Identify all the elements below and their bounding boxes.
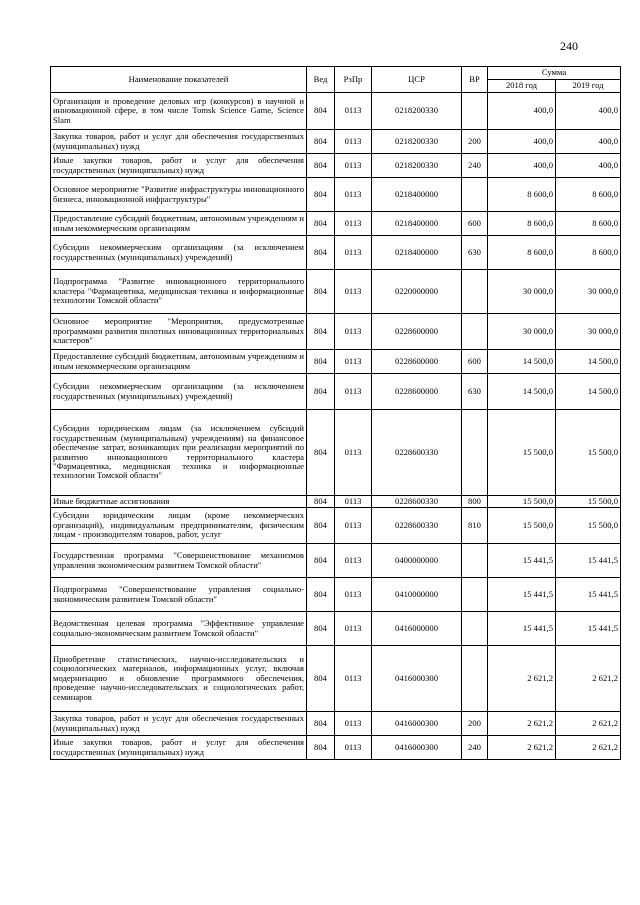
row-csr: 0218400000 [372,236,462,270]
row-name: Организация и проведение деловых игр (конкурсов) в научной и инновационной сфере, в том числе Tomsk Science Game, Science Slam [51,93,307,130]
row-vr: 200 [462,712,488,736]
header-sum: Сумма [488,67,621,80]
row-rzpr: 0113 [335,496,372,508]
header-year-2018: 2018 год [488,80,556,93]
row-ved: 804 [307,496,335,508]
row-rzpr: 0113 [335,508,372,544]
row-sum-2018: 400,0 [488,93,556,130]
table-row [51,178,621,212]
row-sum-2018: 15 500,0 [488,410,556,496]
row-rzpr: 0113 [335,314,372,350]
row-sum-2018: 2 621,2 [488,712,556,736]
row-csr: 0416000300 [372,712,462,736]
row-sum-2019: 14 500,0 [556,374,621,410]
row-vr [462,410,488,496]
row-rzpr: 0113 [335,178,372,212]
row-sum-2019: 15 441,5 [556,578,621,612]
row-rzpr: 0113 [335,646,372,712]
budget-table [50,66,621,760]
row-rzpr: 0113 [335,410,372,496]
row-csr: 0218200330 [372,154,462,178]
row-sum-2019: 15 500,0 [556,496,621,508]
row-sum-2019: 15 441,5 [556,612,621,646]
row-sum-2019: 8 600,0 [556,178,621,212]
row-sum-2018: 400,0 [488,154,556,178]
row-name: Субсидии некоммерческим организациям (за исключением государственных (муниципальных) учреждений) [51,374,307,410]
row-ved: 804 [307,410,335,496]
table-row [51,496,621,508]
row-rzpr: 0113 [335,712,372,736]
row-csr: 0218200330 [372,93,462,130]
table-row [51,374,621,410]
row-sum-2019: 8 600,0 [556,236,621,270]
row-sum-2018: 2 621,2 [488,736,556,760]
table-row [51,236,621,270]
row-sum-2018: 15 441,5 [488,578,556,612]
row-ved: 804 [307,130,335,154]
row-sum-2018: 15 441,5 [488,544,556,578]
row-ved: 804 [307,212,335,236]
row-name: Подпрограмма "Совершенствование управления социально-экономическим развитием Томской области" [51,578,307,612]
row-vr: 630 [462,236,488,270]
row-sum-2019: 30 000,0 [556,314,621,350]
row-name: Предоставление субсидий бюджетным, автономным учреждениям и иным некоммерческим организациям [51,212,307,236]
row-sum-2018: 8 600,0 [488,212,556,236]
row-rzpr: 0113 [335,350,372,374]
row-vr: 240 [462,736,488,760]
row-rzpr: 0113 [335,270,372,314]
row-vr [462,314,488,350]
row-vr: 630 [462,374,488,410]
page-number: 240 [560,39,578,53]
row-ved: 804 [307,578,335,612]
table-row [51,612,621,646]
table-row [51,508,621,544]
row-csr: 0218400000 [372,212,462,236]
row-csr: 0228600000 [372,350,462,374]
table-row [51,544,621,578]
row-sum-2018: 2 621,2 [488,646,556,712]
row-csr: 0416000000 [372,612,462,646]
row-sum-2018: 15 500,0 [488,508,556,544]
row-csr: 0218400000 [372,178,462,212]
row-name: Закупка товаров, работ и услуг для обеспечения государственных (муниципальных) нужд [51,712,307,736]
row-vr: 200 [462,130,488,154]
row-sum-2018: 14 500,0 [488,350,556,374]
row-sum-2019: 2 621,2 [556,646,621,712]
row-ved: 804 [307,154,335,178]
row-vr [462,646,488,712]
row-sum-2019: 2 621,2 [556,712,621,736]
row-vr [462,93,488,130]
row-rzpr: 0113 [335,93,372,130]
row-sum-2018: 8 600,0 [488,178,556,212]
row-csr: 0228600330 [372,508,462,544]
header-ved: Вед [307,67,335,93]
table-row [51,410,621,496]
table-body [51,93,621,760]
table-row [51,212,621,236]
table-row [51,130,621,154]
row-ved: 804 [307,236,335,270]
header-name: Наименование показателей [51,67,307,93]
row-ved: 804 [307,736,335,760]
row-ved: 804 [307,646,335,712]
row-rzpr: 0113 [335,544,372,578]
row-vr [462,178,488,212]
row-sum-2019: 30 000,0 [556,270,621,314]
row-sum-2018: 30 000,0 [488,314,556,350]
row-ved: 804 [307,508,335,544]
row-csr: 0228600000 [372,314,462,350]
row-vr [462,270,488,314]
row-sum-2019: 15 500,0 [556,508,621,544]
row-rzpr: 0113 [335,236,372,270]
row-name: Субсидии юридическим лицам (за исключением субсидий государственным (муниципальным) учреждениям) на финансовое обеспечение затрат, возникающих при реализации мероприятий по развитию инновационного территориального кластера "Фармацевтика, медицинская техника и информационные технологии Томской области" [51,410,307,496]
row-name: Ведомственная целевая программа "Эффективное управление социально-экономическим развитием Томской области" [51,612,307,646]
row-sum-2018: 15 441,5 [488,612,556,646]
row-ved: 804 [307,350,335,374]
row-rzpr: 0113 [335,130,372,154]
row-rzpr: 0113 [335,578,372,612]
row-csr: 0218200330 [372,130,462,154]
row-sum-2019: 14 500,0 [556,350,621,374]
row-ved: 804 [307,712,335,736]
row-name: Приобретение статистических, научно-исследовательских и социологических материалов, информационных услуг, включая модернизацию и обновление программного обеспечения, проведение научно-исследовательских и социологических работ, семинаров [51,646,307,712]
row-name: Иные бюджетные ассигнования [51,496,307,508]
table-row [51,350,621,374]
row-vr [462,612,488,646]
table-row [51,736,621,760]
row-sum-2019: 400,0 [556,154,621,178]
row-vr [462,544,488,578]
row-csr: 0400000000 [372,544,462,578]
row-name: Закупка товаров, работ и услуг для обеспечения государственных (муниципальных) нужд [51,130,307,154]
row-vr: 810 [462,508,488,544]
row-csr: 0220000000 [372,270,462,314]
row-rzpr: 0113 [335,612,372,646]
row-ved: 804 [307,374,335,410]
row-sum-2019: 15 441,5 [556,544,621,578]
header-rzpr: РзПр [335,67,372,93]
row-sum-2018: 30 000,0 [488,270,556,314]
row-vr: 800 [462,496,488,508]
table-row [51,270,621,314]
row-vr: 600 [462,350,488,374]
row-ved: 804 [307,314,335,350]
row-vr: 240 [462,154,488,178]
header-year-2019: 2019 год [556,80,621,93]
row-csr: 0416000300 [372,736,462,760]
row-name: Государственная программа "Совершенствование механизмов управления экономическим развитием Томской области" [51,544,307,578]
row-name: Иные закупки товаров, работ и услуг для обеспечения государственных (муниципальных) нужд [51,154,307,178]
row-ved: 804 [307,93,335,130]
row-name: Основное мероприятие "Развитие инфраструктуры инновационного бизнеса, инновационной инфраструктуры" [51,178,307,212]
row-name: Иные закупки товаров, работ и услуг для обеспечения государственных (муниципальных) нужд [51,736,307,760]
row-sum-2018: 14 500,0 [488,374,556,410]
row-rzpr: 0113 [335,736,372,760]
row-ved: 804 [307,544,335,578]
row-ved: 804 [307,270,335,314]
row-csr: 0416000300 [372,646,462,712]
table-row [51,154,621,178]
row-csr: 0228600330 [372,496,462,508]
row-rzpr: 0113 [335,154,372,178]
row-name: Подпрограмма "Развитие инновационного территориального кластера "Фармацевтика, медицинская техника и информационные технологии Томской области" [51,270,307,314]
row-name: Субсидии некоммерческим организациям (за исключением государственных (муниципальных) учреждений) [51,236,307,270]
row-sum-2018: 400,0 [488,130,556,154]
row-vr [462,578,488,612]
row-csr: 0410000000 [372,578,462,612]
header-vr: ВР [462,67,488,93]
header-csr: ЦСР [372,67,462,93]
table-row [51,578,621,612]
row-sum-2019: 8 600,0 [556,212,621,236]
row-rzpr: 0113 [335,374,372,410]
row-name: Основное мероприятие "Мероприятия, предусмотренные программами развития пилотных инновационных территориальных кластеров" [51,314,307,350]
row-sum-2018: 15 500,0 [488,496,556,508]
row-rzpr: 0113 [335,212,372,236]
table-row [51,712,621,736]
table-row [51,646,621,712]
row-sum-2019: 400,0 [556,93,621,130]
row-sum-2019: 2 621,2 [556,736,621,760]
row-sum-2019: 15 500,0 [556,410,621,496]
row-sum-2019: 400,0 [556,130,621,154]
row-sum-2018: 8 600,0 [488,236,556,270]
row-ved: 804 [307,612,335,646]
row-vr: 600 [462,212,488,236]
row-name: Субсидии юридическим лицам (кроме некоммерческих организаций), индивидуальным предпринимателям, физическим лицам - производителям товаров, работ, услуг [51,508,307,544]
row-ved: 804 [307,178,335,212]
row-name: Предоставление субсидий бюджетным, автономным учреждениям и иным некоммерческим организациям [51,350,307,374]
table-row [51,314,621,350]
table-row [51,93,621,130]
row-csr: 0228600000 [372,374,462,410]
row-csr: 0228600330 [372,410,462,496]
